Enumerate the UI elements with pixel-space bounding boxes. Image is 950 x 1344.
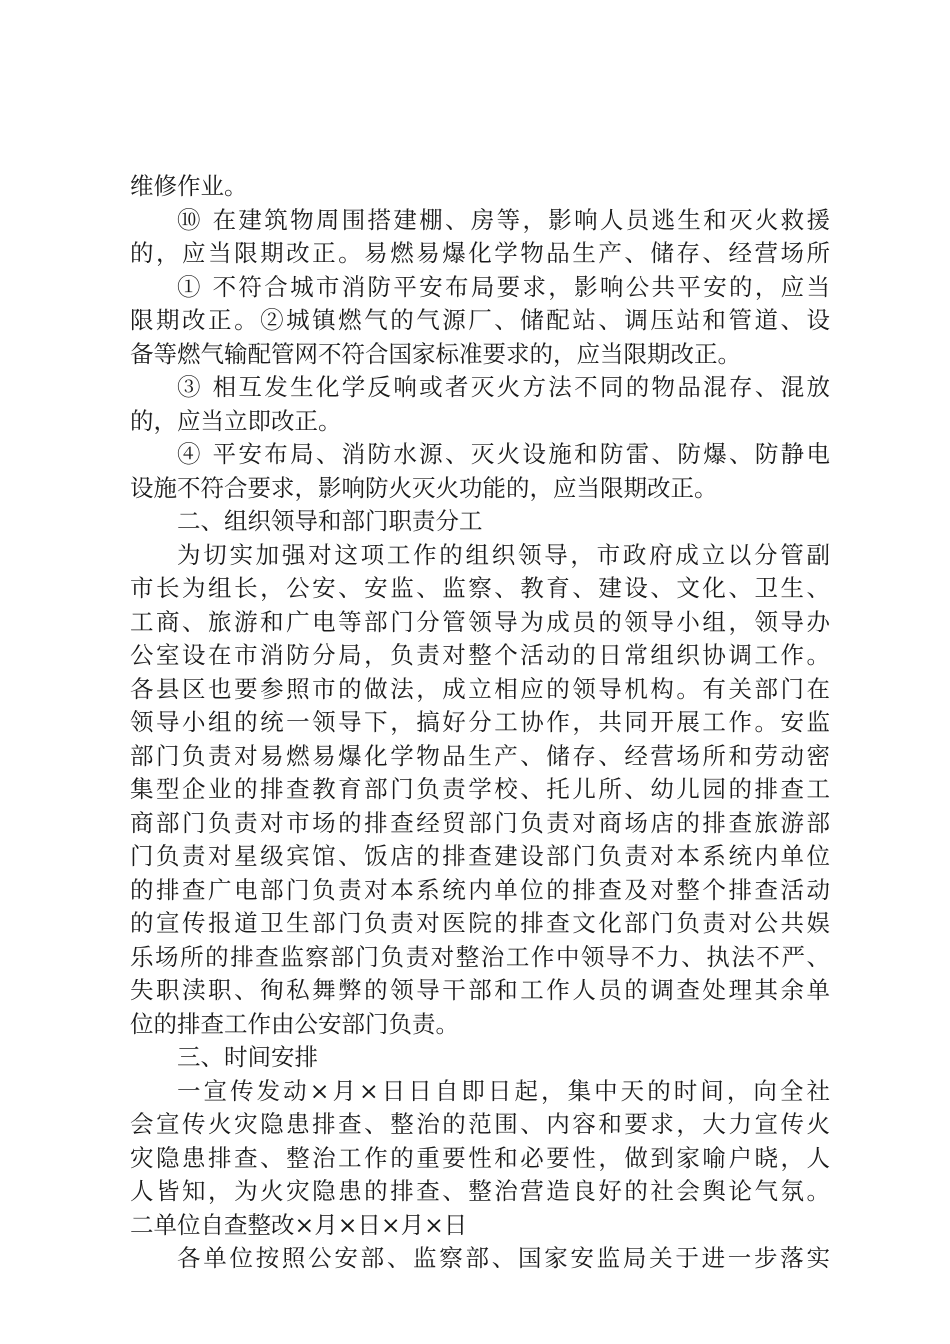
text-line: 各县区也要参照市的做法，成立相应的领导机构。有关部门在	[130, 674, 830, 703]
text-line: ④ 平安布局、消防水源、灭火设施和防雷、防爆、防静电	[177, 440, 830, 468]
text-line: 的，应当立即改正。	[130, 406, 342, 435]
text-line: 工商、旅游和广电等部门分管领导为成员的领导小组，领导办	[130, 607, 830, 636]
text-line: 市长为组长，公安、安监、监察、教育、建设、文化、卫生、	[130, 574, 830, 602]
text-line: 失职渎职、徇私舞弊的领导干部和工作人员的调查处理其余单	[130, 976, 830, 1004]
text-line: 会宣传火灾隐患排查、整治的范围、内容和要求，大力宣传火	[130, 1110, 830, 1138]
text-line: 门负责对星级宾馆、饭店的排查建设部门负责对本系统内单位	[130, 842, 830, 870]
document-body	[130, 170, 830, 1276]
text-line: 领导小组的统一领导下，搞好分工协作，共同开展工作。安监	[130, 708, 830, 736]
text-line: 的宣传报道卫生部门负责对医院的排查文化部门负责对公共娱	[130, 909, 830, 937]
text-line: 灾隐患排查、整治工作的重要性和必要性，做到家喻户晓，人	[130, 1143, 830, 1172]
text-line: 三、时间安排	[177, 1043, 318, 1071]
text-line: 位的排查工作由公安部门负责。	[130, 1009, 459, 1038]
text-line: 限期改正。②城镇燃气的气源厂、储配站、调压站和管道、设	[130, 306, 830, 334]
text-line: 乐场所的排查监察部门负责对整治工作中领导不力、执法不严、	[130, 942, 830, 971]
text-line: 二单位自查整改×月×日×月×日	[130, 1210, 468, 1239]
text-line: 商部门负责对市场的排查经贸部门负责对商场店的排查旅游部	[130, 808, 830, 837]
text-line: ③ 相互发生化学反响或者灭火方法不同的物品混存、混放	[177, 373, 830, 401]
text-line: 维修作业。	[130, 172, 248, 200]
text-line: 人皆知，为火灾隐患的排查、整治营造良好的社会舆论气氛。	[130, 1177, 830, 1205]
text-line: 集型企业的排查教育部门负责学校、托儿所、幼儿园的排查工	[130, 775, 830, 803]
text-line: ① 不符合城市消防平安布局要求，影响公共平安的，应当	[177, 272, 830, 301]
text-line: ⑩ 在建筑物周围搭建棚、房等，影响人员逃生和灭火救援	[177, 205, 830, 234]
text-line: 的，应当限期改正。易燃易爆化学物品生产、储存、经营场所	[130, 239, 830, 267]
text-line: 备等燃气输配管网不符合国家标准要求的，应当限期改正。	[130, 339, 741, 368]
text-line: 设施不符合要求，影响防火灭火功能的，应当限期改正。	[130, 473, 718, 502]
text-line: 为切实加强对这项工作的组织领导，市政府成立以分管副	[177, 540, 830, 569]
text-line: 一宣传发动×月×日日自即日起，集中天的时间，向全社	[177, 1076, 830, 1105]
text-line: 公室设在市消防分局，负责对整个活动的日常组织协调工作。	[130, 641, 830, 669]
text-line: 各单位按照公安部、监察部、国家安监局关于进一步落实	[177, 1244, 830, 1272]
text-line: 的排查广电部门负责对本系统内单位的排查及对整个排查活动	[130, 875, 830, 904]
text-line: 部门负责对易燃易爆化学物品生产、储存、经营场所和劳动密	[130, 741, 830, 770]
text-line: 二、组织领导和部门职责分工	[177, 507, 483, 535]
